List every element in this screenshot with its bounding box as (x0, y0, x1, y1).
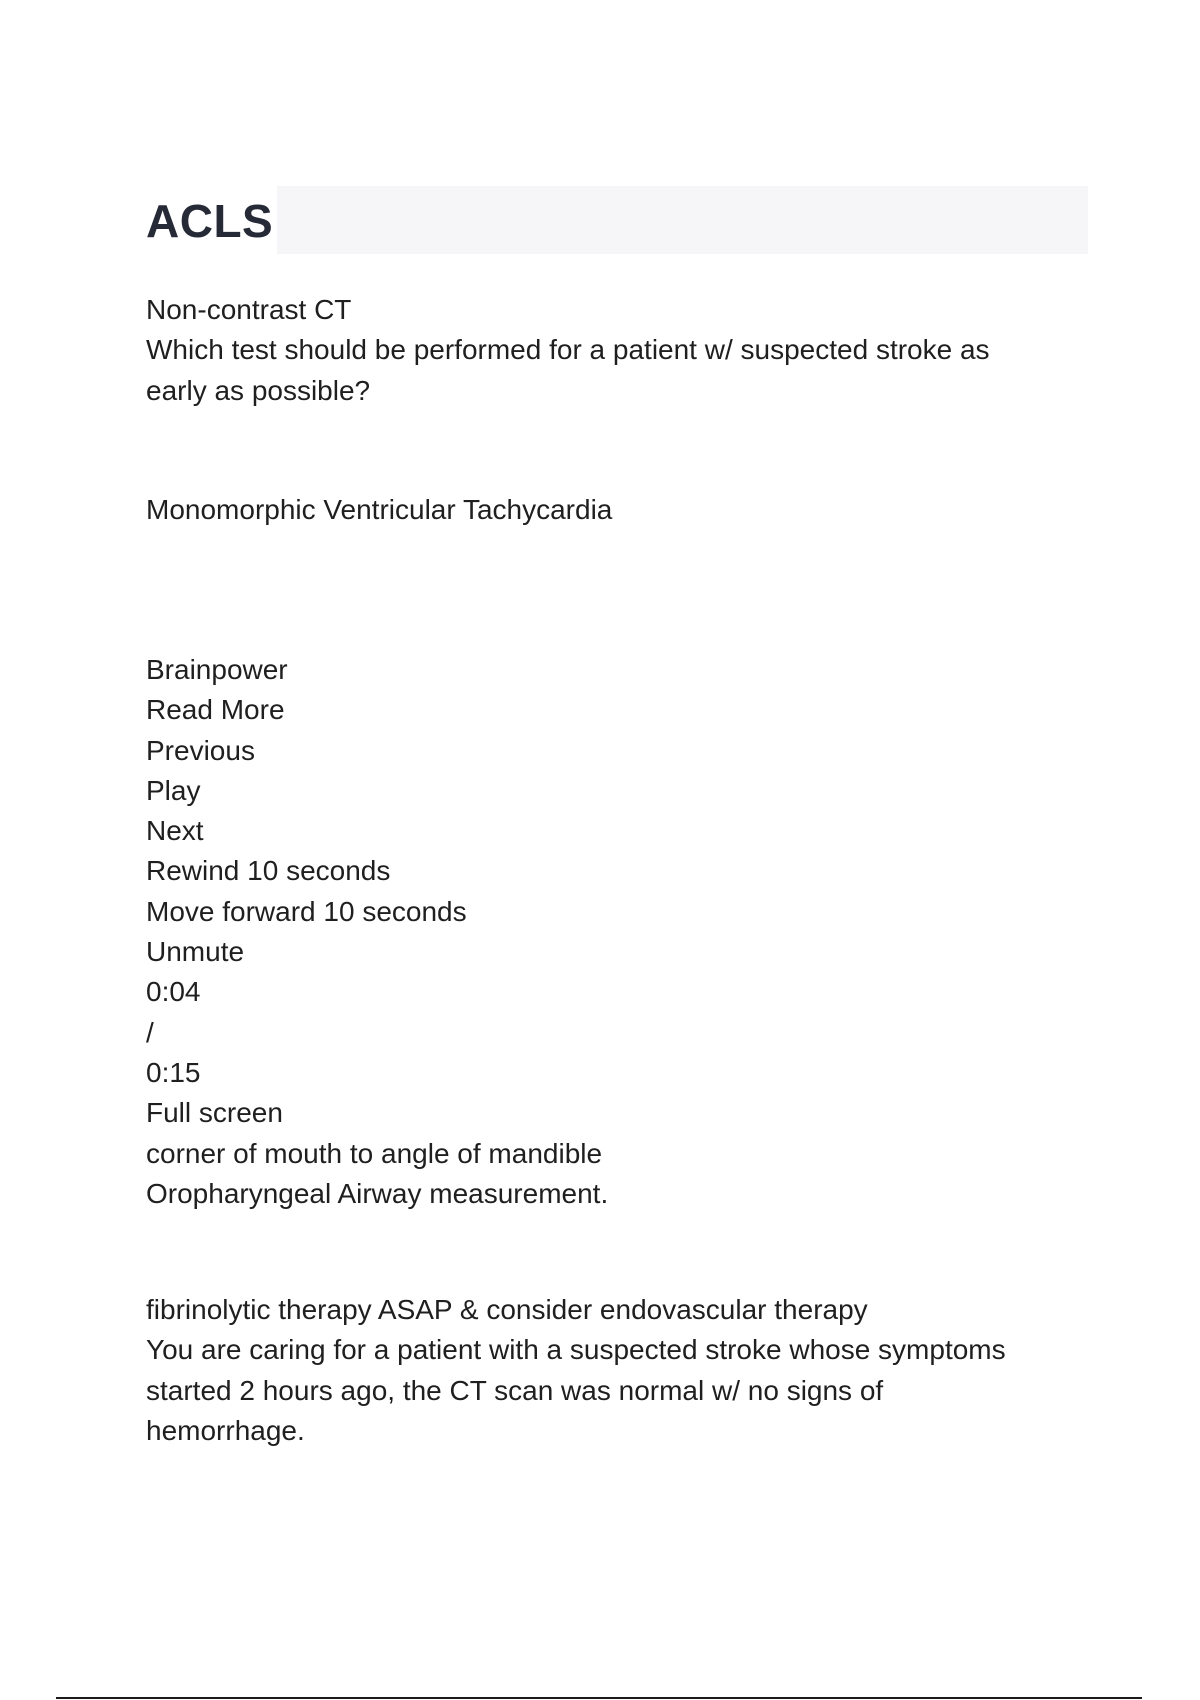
card-answer: fibrinolytic therapy ASAP & consider endovascular therapy (146, 1294, 868, 1325)
unmute-button[interactable]: Unmute (146, 936, 245, 968)
card-answer: Monomorphic Ventricular Tachycardia (146, 494, 613, 525)
flashcard-1 (146, 290, 1086, 411)
flashcard-3 (146, 650, 1086, 1214)
next-button[interactable]: Next (146, 815, 204, 847)
card-question: Oropharyngeal Airway measurement. (146, 1177, 609, 1209)
duration: 0:15 (146, 1056, 201, 1088)
video-label-brainpower: Brainpower (146, 654, 288, 685)
current-time: 0:04 (146, 976, 201, 1008)
time-separator: / (146, 1016, 154, 1048)
read-more-link[interactable]: Read More (146, 694, 285, 726)
rewind-button[interactable]: Rewind 10 seconds (146, 855, 391, 887)
card-answer: corner of mouth to angle of mandible (146, 1137, 603, 1169)
fullscreen-button[interactable]: Full screen (146, 1097, 283, 1129)
page-title: ACLS (146, 186, 277, 254)
card-answer: Non-contrast CT (146, 294, 352, 325)
previous-button[interactable]: Previous (146, 734, 255, 766)
page-footer-divider (56, 1697, 1142, 1699)
flashcard-2 (146, 490, 1086, 530)
play-button[interactable]: Play (146, 774, 201, 806)
card-question-line: started 2 hours ago, the CT scan was normal w/ no signs of (146, 1374, 884, 1406)
flashcard-4 (146, 1290, 1086, 1451)
card-question-line: Which test should be performed for a patient w/ suspected stroke as (146, 334, 990, 366)
title-background (146, 186, 1088, 254)
card-question-line: hemorrhage. (146, 1414, 305, 1446)
card-question-line: early as possible? (146, 374, 371, 406)
card-question-line: You are caring for a patient with a suspected stroke whose symptoms (146, 1334, 1006, 1366)
forward-button[interactable]: Move forward 10 seconds (146, 895, 467, 927)
